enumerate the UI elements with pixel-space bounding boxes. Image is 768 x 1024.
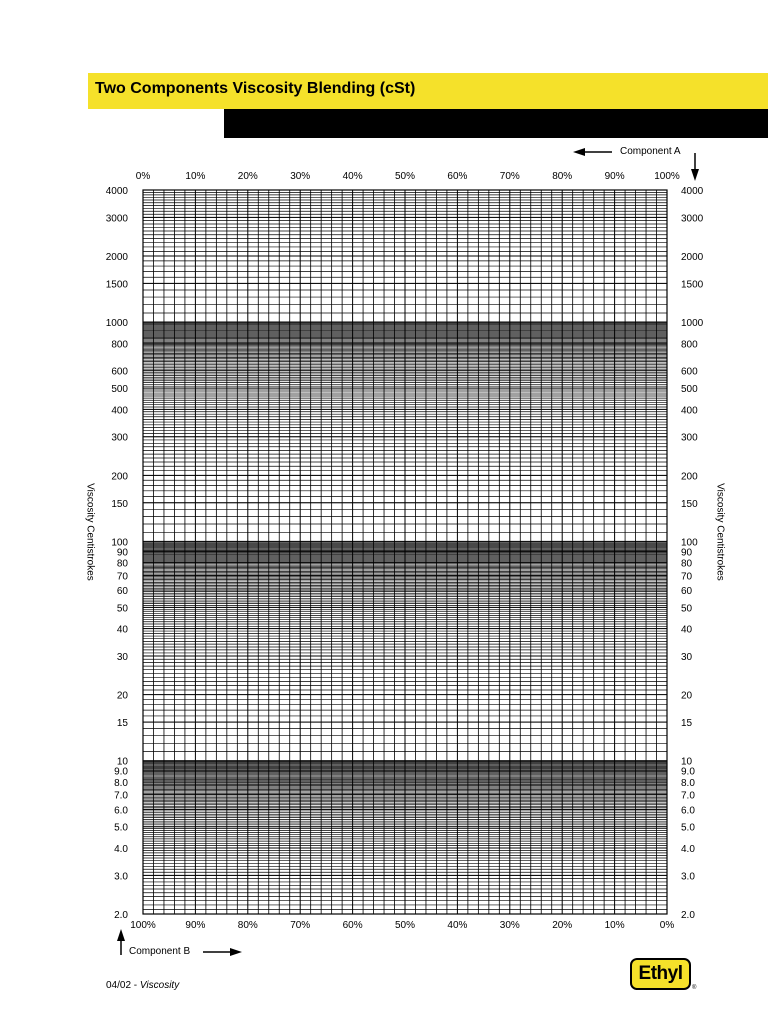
y-left-tick-label: 150	[111, 498, 128, 510]
component-b-label: Component B	[129, 946, 191, 957]
grid-major	[143, 190, 667, 914]
y-right-tick-label: 400	[681, 405, 698, 417]
footer-date: 04/02 -	[106, 980, 140, 991]
y-left-tick-label: 3000	[105, 213, 128, 225]
y-left-tick-label: 50	[116, 603, 128, 615]
y-right-tick-label: 2000	[681, 252, 704, 264]
y-right-tick-label: 150	[681, 498, 698, 510]
y-right-tick-label: 4000	[681, 186, 704, 197]
y-right-tick-label: 40	[681, 624, 693, 636]
y-left-ticks	[106, 186, 129, 921]
y-right-tick-label: 200	[681, 471, 698, 483]
y-left-tick-label: 2000	[105, 252, 128, 264]
y-left-tick-label: 500	[111, 384, 128, 396]
y-right-tick-label: 8.0	[681, 777, 695, 789]
x-bottom-tick-label: 60%	[342, 920, 363, 931]
y-right-tick-label: 90	[681, 547, 693, 559]
y-right-tick-label: 50	[681, 603, 693, 615]
logo-registered-mark: ®	[692, 985, 697, 991]
y-right-tick-label: 15	[681, 718, 693, 730]
x-top-tick-label: 10%	[185, 171, 206, 182]
y-left-tick-label: 3.0	[114, 871, 128, 883]
y-left-tick-label: 300	[111, 432, 128, 444]
y-left-tick-label: 2.0	[114, 910, 128, 921]
y-right-tick-label: 10	[681, 756, 693, 768]
x-top-tick-label: 0%	[135, 171, 151, 182]
y-left-tick-label: 6.0	[114, 805, 128, 817]
y-left-tick-label: 20	[116, 690, 128, 702]
x-bottom-tick-label: 40%	[447, 920, 468, 931]
x-top-ticks	[136, 171, 680, 182]
y-right-tick-label: 20	[681, 690, 693, 702]
ethyl-logo	[630, 958, 691, 990]
x-bottom-tick-label: 50%	[394, 920, 416, 931]
component-b-arrow-right	[203, 948, 242, 956]
x-bottom-tick-label: 10%	[604, 920, 625, 931]
y-right-tick-label: 100	[681, 537, 698, 549]
y-right-tick-label: 3000	[681, 213, 704, 225]
x-top-tick-label: 50%	[394, 171, 416, 182]
y-left-tick-label: 100	[111, 537, 128, 549]
footer	[106, 980, 179, 991]
y-right-tick-label: 6.0	[681, 805, 695, 817]
y-left-tick-label: 40	[116, 624, 128, 636]
y-right-tick-label: 5.0	[681, 822, 695, 834]
component-a-arrow-left	[573, 148, 612, 156]
x-top-tick-label: 30%	[290, 171, 311, 182]
y-right-tick-label: 800	[681, 339, 698, 351]
y-left-tick-label: 4000	[105, 186, 128, 197]
y-left-tick-label: 60	[116, 586, 128, 598]
component-b-arrow-up	[117, 929, 125, 955]
y-left-tick-label: 9.0	[114, 766, 128, 778]
y-axis-label-left: Viscosity Centistrokes	[84, 483, 96, 581]
y-right-tick-label: 500	[681, 384, 698, 396]
y-right-tick-label: 9.0	[681, 766, 695, 778]
x-bottom-tick-label: 70%	[290, 920, 311, 931]
x-top-tick-label: 20%	[237, 171, 258, 182]
y-left-tick-label: 7.0	[114, 790, 128, 802]
y-left-tick-label: 4.0	[114, 843, 128, 855]
y-right-tick-label: 4.0	[681, 843, 695, 855]
y-left-tick-label: 90	[116, 547, 128, 559]
y-right-tick-label: 2.0	[681, 910, 695, 921]
y-axis-label-right: Viscosity Centistrokes	[714, 483, 726, 581]
page-title: Two Components Viscosity Blending (cSt)	[95, 80, 416, 97]
x-bottom-tick-label: 80%	[237, 920, 258, 931]
logo-text: Ethyl	[638, 963, 683, 984]
y-left-tick-label: 800	[111, 339, 128, 351]
component-a-arrow-down	[691, 153, 699, 181]
x-bottom-tick-label: 90%	[185, 920, 206, 931]
y-left-tick-label: 1000	[105, 318, 128, 330]
y-left-tick-label: 70	[116, 571, 128, 583]
x-bottom-tick-label: 0%	[659, 920, 675, 931]
y-right-tick-label: 1500	[681, 279, 704, 291]
x-top-tick-label: 40%	[342, 171, 363, 182]
x-top-tick-label: 60%	[447, 171, 468, 182]
y-right-tick-label: 80	[681, 558, 693, 570]
x-top-tick-label: 90%	[604, 171, 625, 182]
y-right-tick-label: 70	[681, 571, 693, 583]
y-left-tick-label: 400	[111, 405, 128, 417]
y-left-tick-label: 5.0	[114, 822, 128, 834]
y-left-tick-label: 200	[111, 471, 128, 483]
x-bottom-tick-label: 30%	[499, 920, 520, 931]
x-top-tick-label: 80%	[552, 171, 573, 182]
y-right-tick-label: 1000	[681, 318, 704, 330]
y-left-tick-label: 80	[116, 558, 128, 570]
component-a-label: Component A	[620, 146, 681, 157]
x-bottom-ticks	[130, 920, 674, 931]
y-left-tick-label: 15	[116, 718, 128, 730]
y-right-tick-label: 60	[681, 586, 693, 598]
y-left-tick-label: 600	[111, 366, 128, 378]
y-right-tick-label: 600	[681, 366, 698, 378]
x-top-tick-label: 100%	[654, 171, 680, 182]
y-right-tick-label: 30	[681, 652, 693, 664]
footer-section: Viscosity	[139, 980, 180, 991]
y-right-ticks	[681, 186, 704, 921]
y-left-tick-label: 10	[116, 756, 128, 768]
x-bottom-tick-label: 20%	[552, 920, 573, 931]
y-left-tick-label: 30	[116, 652, 128, 664]
y-left-tick-label: 1500	[105, 279, 128, 291]
y-right-tick-label: 7.0	[681, 790, 695, 802]
y-left-tick-label: 8.0	[114, 777, 128, 789]
y-right-tick-label: 300	[681, 432, 698, 444]
y-right-tick-label: 3.0	[681, 871, 695, 883]
x-top-tick-label: 70%	[499, 171, 520, 182]
x-bottom-tick-label: 100%	[130, 920, 156, 931]
